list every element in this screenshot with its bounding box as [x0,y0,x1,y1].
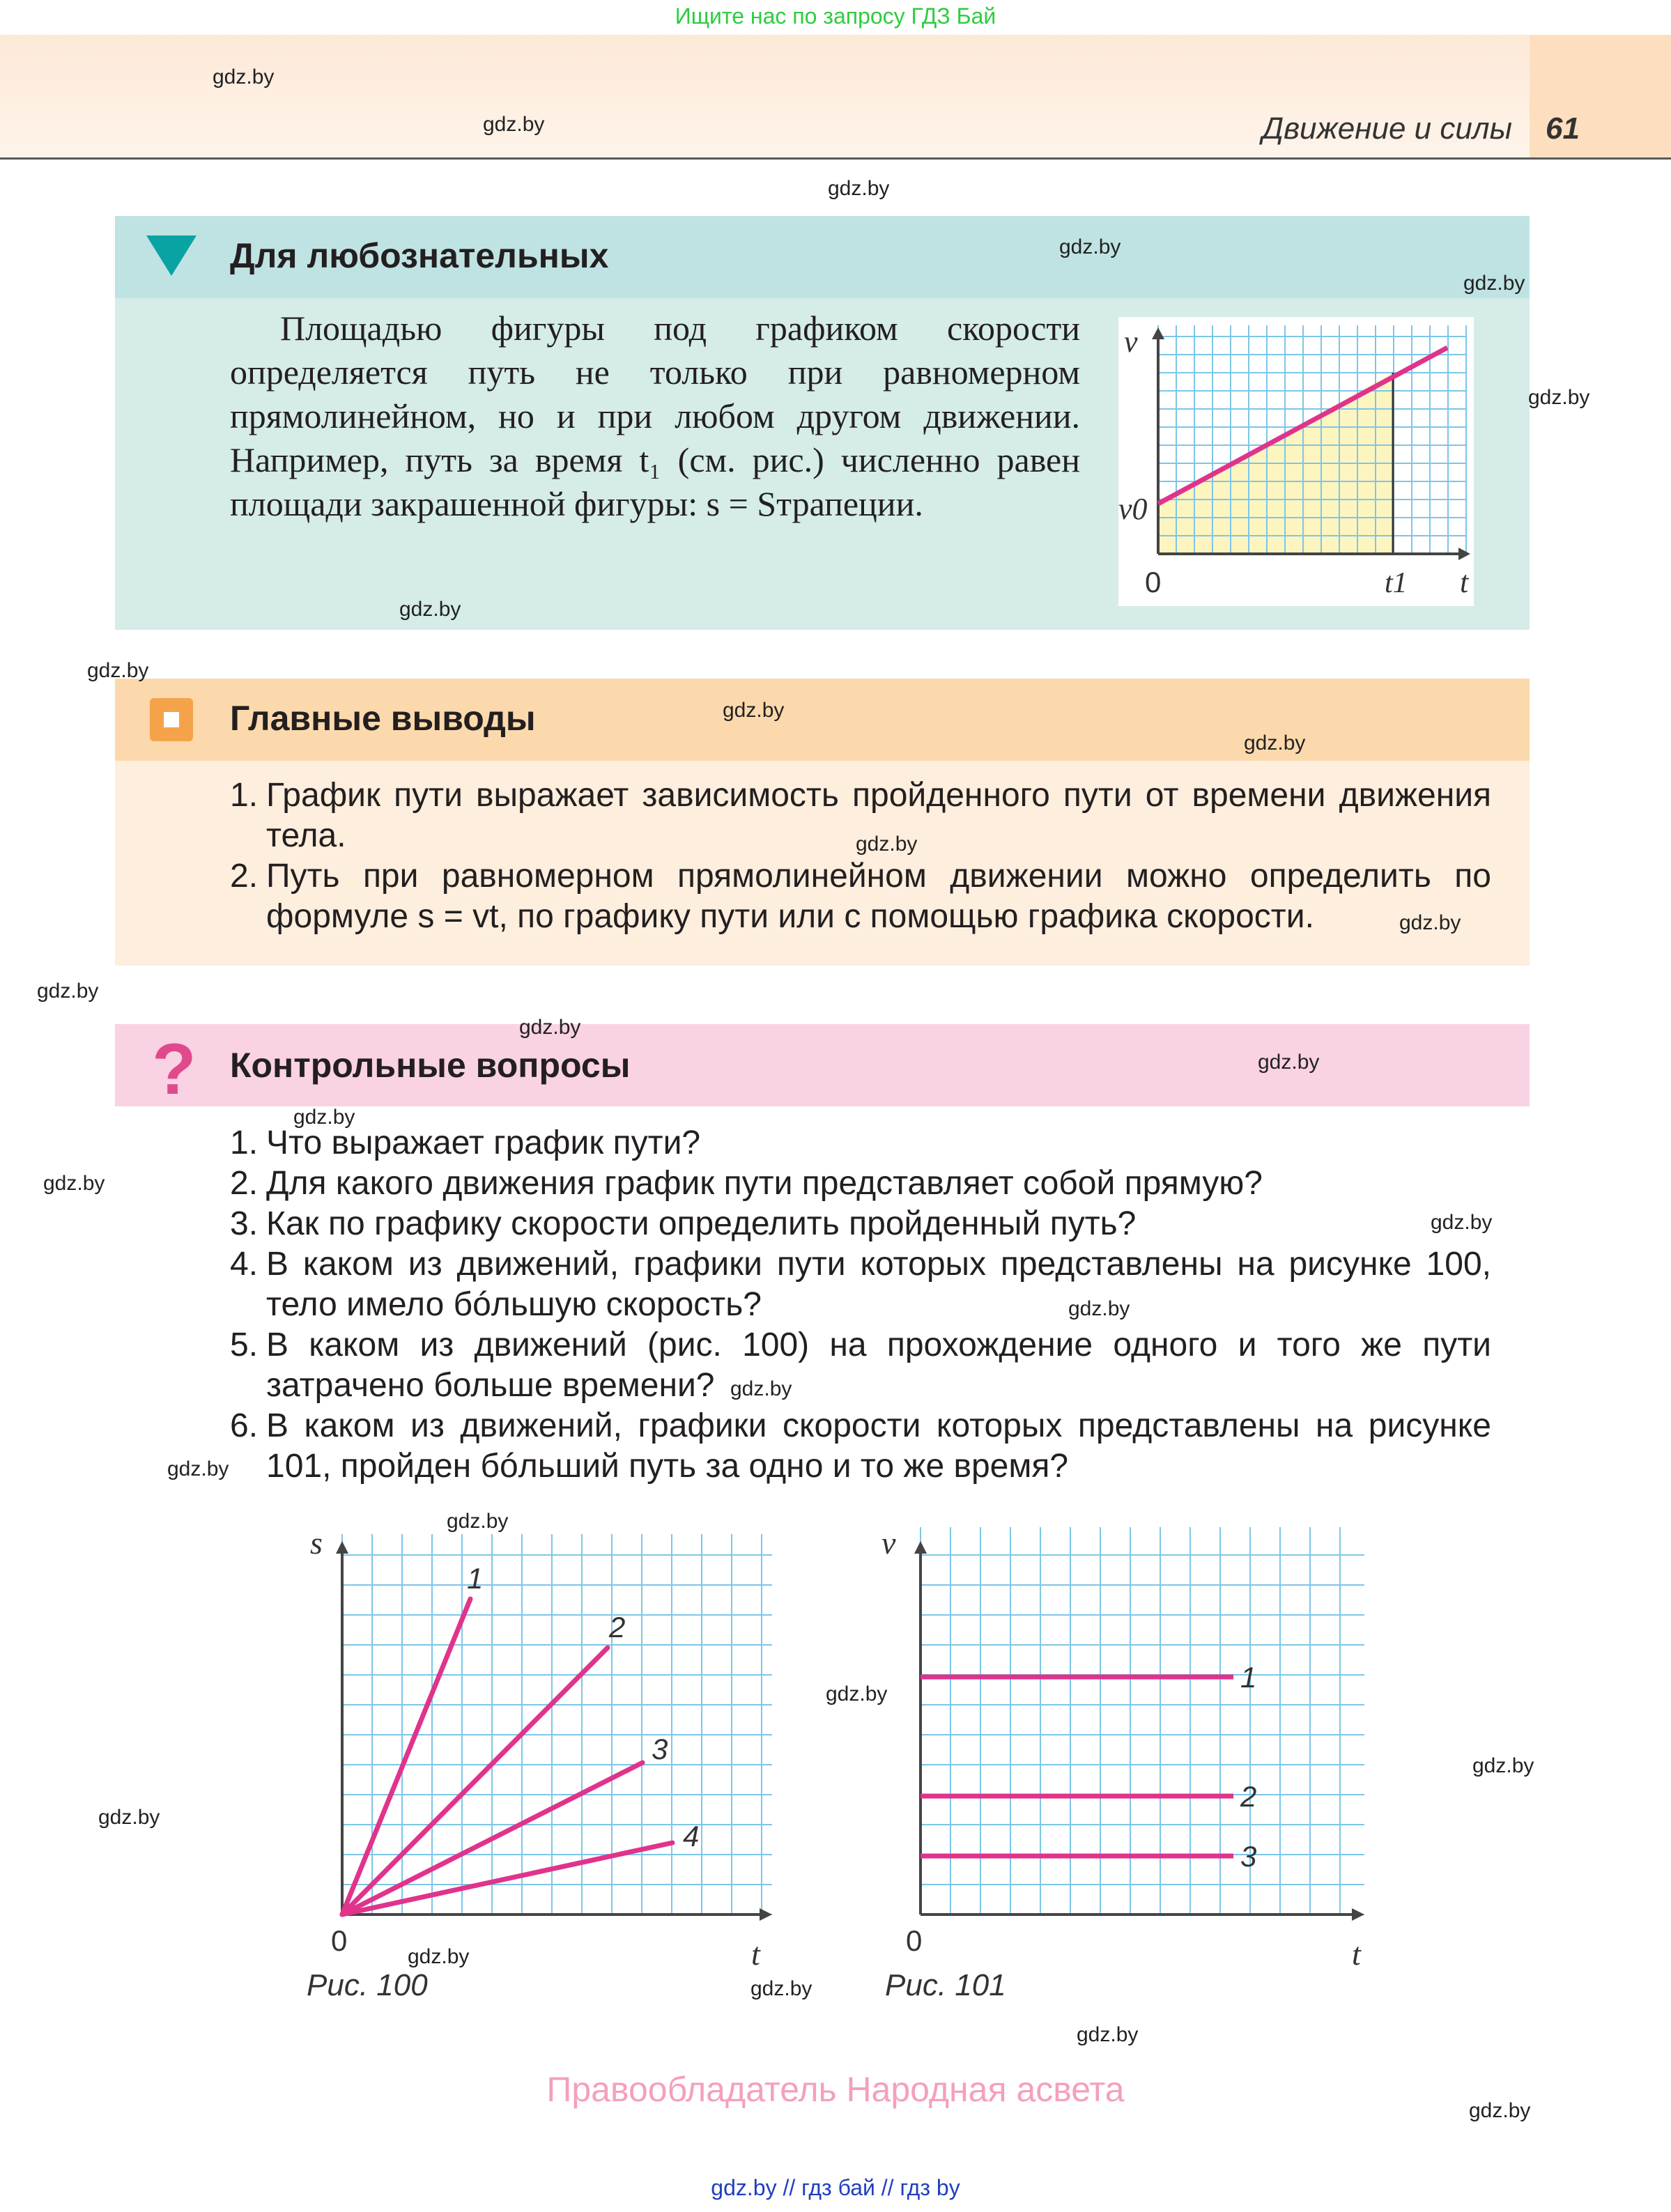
watermark: gdz.by [37,980,99,1003]
s-axis-arrow [336,1541,348,1554]
t-axis-label: t [1352,1936,1361,1972]
question-item [230,1244,1491,1325]
header-divider [0,157,1671,160]
watermark: gdz.by [408,1945,470,1968]
item-number: 3. [230,1205,259,1242]
watermark: gdz.by [213,65,275,88]
path-line-1 [342,1599,470,1915]
watermark: gdz.by [826,1683,888,1706]
watermark: gdz.by [1258,1051,1320,1074]
watermark: gdz.by [730,1377,792,1400]
path-line-2 [342,1648,608,1915]
square-bullet-icon [150,698,193,741]
s-axis-label: s [310,1525,323,1561]
figure-101-caption: Рис. 101 [885,1968,1006,2002]
line-label-1: 1 [467,1562,484,1595]
t-axis-arrow [1352,1908,1364,1921]
watermark: gdz.by [828,177,890,200]
watermark: gdz.by [43,1172,105,1195]
item-number: 5. [230,1327,259,1363]
watermark: gdz.by [293,1106,355,1129]
item-text: Как по графику скорости определить пройденный путь? [266,1205,1137,1242]
question-item [230,1163,1491,1204]
watermark: gdz.by [723,699,785,722]
item-number: 2. [230,1165,259,1202]
figure-101-velocity-graph [871,1519,1380,1972]
conclusions-list [230,775,1491,937]
watermark: gdz.by [167,1457,229,1480]
question-item [230,1325,1491,1406]
item-text: Для какого движения график пути представляет собой прямую? [266,1165,1263,1202]
line-label-2: 2 [1240,1780,1257,1813]
curious-paragraph-text: Площадью фигуры под графиком скорости определяется путь не только при равномерном прямолинейном, но и при любом другом движении. Например, путь за время t₁ (см. рис.) численно равен площади закрашенной фигуры: s = Sтрапеции. [230,309,1080,523]
watermark: gdz.by [1244,732,1306,755]
line-label-1: 1 [1240,1661,1257,1694]
v0-label: v0 [1118,492,1148,526]
velocity-trapezoid-graph [1118,317,1474,606]
watermark: gdz.by [750,1977,813,2000]
question-mark-icon: ? [152,1029,197,1110]
line-label-4: 4 [683,1820,700,1853]
watermark: gdz.by [1059,235,1121,258]
item-number: 4. [230,1246,259,1283]
watermark: gdz.by [1399,911,1461,934]
footer-links[interactable]: gdz.by // гдз бай // гдз by [711,2175,960,2200]
conclusions-title: Главные выводы [230,699,536,738]
watermark: gdz.by [1472,1754,1534,1777]
chapter-title: Движение и силы [1262,111,1512,146]
watermark: gdz.by [87,659,149,682]
watermark: gdz.by [447,1510,509,1533]
item-text: График пути выражает зависимость пройденного пути от времени движения тела. [266,777,1491,854]
graph-grid [342,1534,772,1915]
item-text: В каком из движений (рис. 100) на прохождение одного и того же пути затрачено больше времени? [266,1327,1491,1404]
line-label-3: 3 [652,1733,668,1765]
watermark: gdz.by [1463,272,1525,295]
t-axis-arrow [760,1908,772,1921]
watermark: gdz.by [519,1016,581,1039]
watermark: gdz.by [1068,1297,1130,1320]
questions-list [230,1123,1491,1487]
question-item [230,1204,1491,1244]
question-item [230,1123,1491,1163]
watermark: gdz.by [1528,386,1590,409]
t1-label: t1 [1385,567,1408,599]
copyright-notice: Правообладатель Народная асвета [546,2070,1125,2109]
t-axis-label: t [1460,565,1469,599]
watermark: gdz.by [1077,2023,1139,2046]
item-text: Путь при равномерном прямолинейном движении можно определить по формуле s = vt, по графику пути или с помощью графика скорости. [266,858,1491,935]
top-banner[interactable]: Ищите нас по запросу ГДЗ Бай [675,3,996,29]
curious-title: Для любознательных [230,236,609,275]
path-line-4 [342,1843,672,1915]
conclusion-item [230,856,1491,937]
v-axis-arrow [914,1541,927,1554]
graph-origin: 0 [1145,566,1162,598]
figure-100-path-graph [293,1519,780,1972]
triangle-icon [146,235,197,276]
item-number: 6. [230,1407,259,1444]
line-label-2: 2 [609,1611,626,1643]
page-number: 61 [1546,111,1580,146]
questions-title: Контрольные вопросы [230,1046,631,1085]
curious-paragraph [230,307,1080,526]
v-axis-label: v [881,1525,896,1561]
question-item [230,1406,1491,1487]
watermark: gdz.by [98,1806,160,1829]
item-number: 2. [230,858,259,895]
watermark: gdz.by [1431,1211,1493,1234]
item-number: 1. [230,777,259,814]
graph-origin: 0 [906,1924,923,1957]
v-axis-label: v [1124,325,1138,359]
figure-100-caption: Рис. 100 [307,1968,428,2002]
line-label-3: 3 [1240,1840,1257,1873]
watermark: gdz.by [1469,2099,1531,2122]
graph-origin: 0 [331,1924,348,1957]
item-text: Что выражает график пути? [266,1124,701,1161]
watermark: gdz.by [856,833,918,856]
item-number: 1. [230,1124,259,1161]
t-axis-label: t [751,1936,760,1972]
watermark: gdz.by [483,113,545,136]
watermark: gdz.by [399,598,461,621]
item-text: В каком из движений, графики пути которых представлены на рисунке 100, тело имело бóльшую скорость? [266,1246,1491,1323]
item-text: В каком из движений, графики скорости которых представлены на рисунке 101, пройден бóльший путь за одно и то же время? [266,1407,1491,1485]
